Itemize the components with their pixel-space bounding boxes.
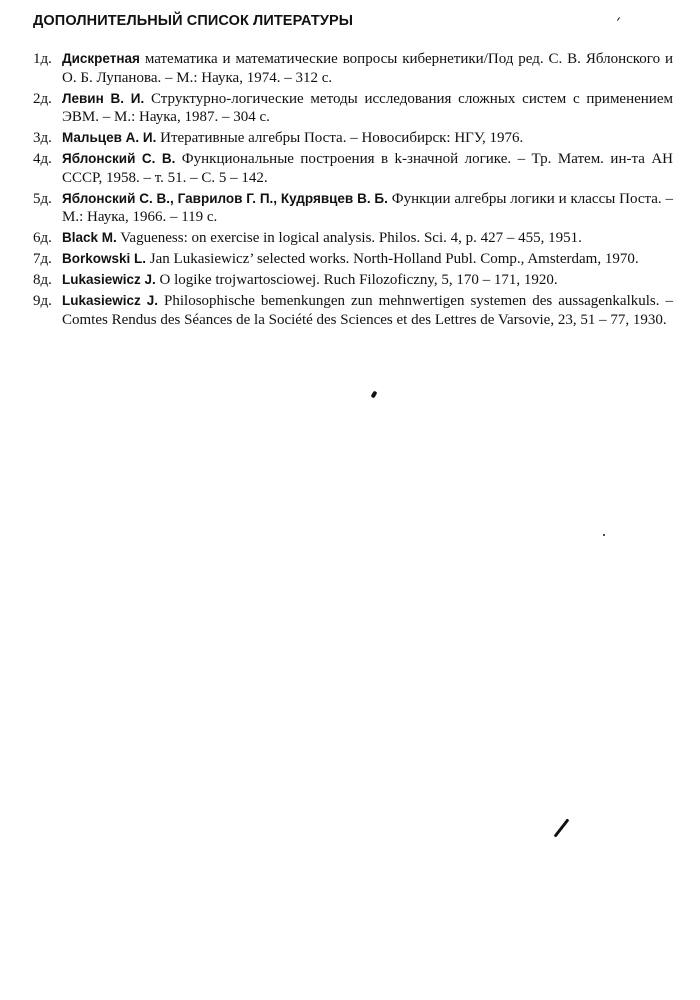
scan-speck xyxy=(603,534,605,536)
reference-author: Мальцев А. И. xyxy=(62,130,157,145)
reference-number: 6д. xyxy=(33,230,52,246)
reference-author: Левин В. И. xyxy=(62,90,145,106)
reference-author: Яблонский С. В. xyxy=(62,151,176,166)
reference-number: 5д. xyxy=(33,190,52,207)
reference-number: 8д. xyxy=(33,272,52,288)
reference-text: Jan Lukasiewicz’ selected works. North-Holland Publ. Comp., Amsterdam, 1970. xyxy=(146,251,639,267)
reference-item xyxy=(33,250,673,269)
reference-text: Структурно-логические методы исследования сложных систем с применением ЭВМ. – М.: Наука, 1987. – 304 с. xyxy=(62,90,673,125)
reference-number: 7д. xyxy=(33,251,52,267)
reference-item xyxy=(33,271,673,290)
reference-text: Функциональные построения в k-значной логике. – Тр. Матем. ин-та АН СССР, 1958. – т. 51. – С. 5 – 142. xyxy=(62,151,673,186)
reference-number: 9д. xyxy=(33,293,52,309)
reference-author: Black M. xyxy=(62,230,117,245)
scan-speck xyxy=(554,818,570,837)
reference-text: Функции алгебры логики и классы Поста. – М.: Наука, 1966. – 119 с. xyxy=(62,190,674,225)
reference-author: Дискретная xyxy=(62,51,140,66)
reference-text: Итеративные алгебры Поста. – Новосибирск: НГУ, 1976. xyxy=(156,130,524,146)
reference-author: Lukasiewicz J. xyxy=(62,293,159,308)
reference-author: Lukasiewicz J. xyxy=(62,272,156,287)
reference-text: математика и математические вопросы кибернетики/Под ред. С. В. Яблонского и О. Б. Лупанова. – М.: Наука, 1974. – 312 с. xyxy=(62,51,673,86)
reference-number: 2д. xyxy=(33,90,52,107)
reference-text: Philosophische bemenkungen zun mehnwertigen systemen des aussagenkalkuls. – Comtes Rendus des Séances de la Société des Sciences et des Lettres de Varsovie, 23, 51 – 77, 1930. xyxy=(62,293,673,328)
reference-item xyxy=(33,129,673,148)
page-title: ДОПОЛНИТЕЛЬНЫЙ СПИСОК ЛИТЕРАТУРЫ xyxy=(33,13,354,29)
reference-item xyxy=(33,292,673,329)
reference-author: Яблонский С. В., Гаврилов Г. П., Кудрявцев В. Б. xyxy=(62,190,388,206)
reference-number: 3д. xyxy=(33,130,52,146)
reference-list xyxy=(33,50,673,332)
reference-text: O logike trojwartosciowej. Ruch Filozoficzny, 5, 170 – 171, 1920. xyxy=(155,272,558,288)
reference-item xyxy=(33,229,673,248)
scan-speck xyxy=(617,17,620,21)
reference-text: Vagueness: on exercise in logical analysis. Philos. Sci. 4, p. 427 – 455, 1951. xyxy=(116,230,582,246)
reference-author: Borkowski L. xyxy=(62,251,147,266)
reference-item xyxy=(33,150,673,187)
reference-item xyxy=(33,90,673,127)
reference-item xyxy=(33,50,673,87)
reference-number: 4д. xyxy=(33,151,52,167)
scan-speck xyxy=(371,390,378,398)
reference-number: 1д. xyxy=(33,51,52,67)
reference-item xyxy=(33,190,673,227)
